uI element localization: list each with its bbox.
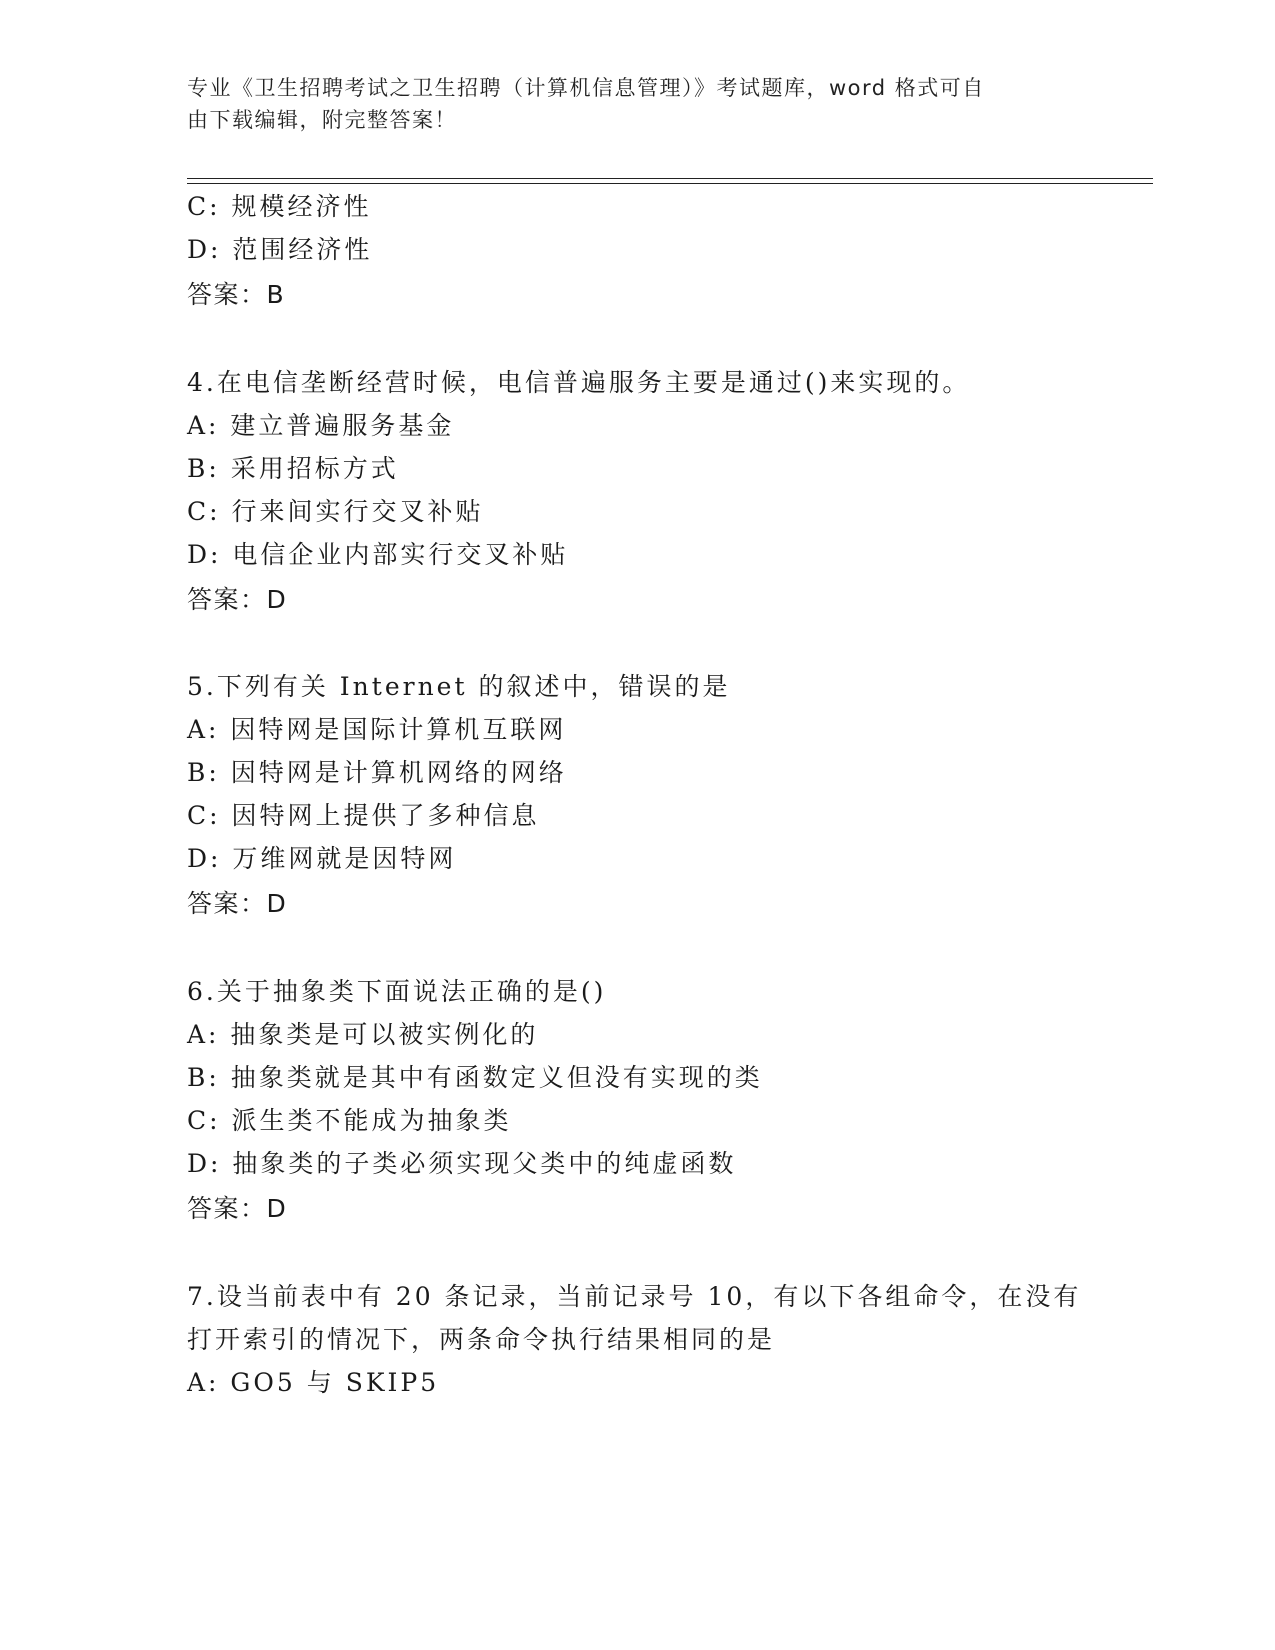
document-header bbox=[187, 72, 1067, 136]
q4-option-a: A: 建立普遍服务基金 bbox=[187, 411, 455, 440]
q4-answer: 答案：D bbox=[187, 585, 288, 614]
q5-option-a: A: 因特网是国际计算机互联网 bbox=[187, 715, 567, 744]
header-divider-bottom bbox=[187, 183, 1153, 184]
q7-stem-line-1: 7.设当前表中有 20 条记录，当前记录号 10，有以下各组命令，在没有 bbox=[187, 1282, 1082, 1311]
q7-stem-line-2: 打开索引的情况下，两条命令执行结果相同的是 bbox=[187, 1325, 776, 1354]
q6-option-a: A: 抽象类是可以被实例化的 bbox=[187, 1020, 539, 1049]
q4-stem: 4.在电信垄断经营时候，电信普遍服务主要是通过()来实现的。 bbox=[187, 368, 971, 397]
header-line-2: 由下载编辑，附完整答案！ bbox=[187, 108, 457, 132]
q4-option-b: B: 采用招标方式 bbox=[187, 454, 399, 483]
q6-option-c: C: 派生类不能成为抽象类 bbox=[187, 1106, 512, 1135]
header-line-1: 专业《卫生招聘考试之卫生招聘（计算机信息管理）》考试题库，word 格式可自 bbox=[187, 76, 985, 100]
q4-option-d: D: 电信企业内部实行交叉补贴 bbox=[187, 540, 569, 569]
q4-option-c: C: 行来间实行交叉补贴 bbox=[187, 497, 484, 526]
q6-stem: 6.关于抽象类下面说法正确的是() bbox=[187, 977, 607, 1006]
q5-option-b: B: 因特网是计算机网络的网络 bbox=[187, 758, 567, 787]
prev-option-d: D: 范围经济性 bbox=[187, 235, 373, 264]
q6-option-d: D: 抽象类的子类必须实现父类中的纯虚函数 bbox=[187, 1149, 737, 1178]
q6-answer: 答案：D bbox=[187, 1194, 288, 1223]
q5-answer: 答案：D bbox=[187, 889, 288, 918]
q6-option-b: B: 抽象类就是其中有函数定义但没有实现的类 bbox=[187, 1063, 763, 1092]
prev-answer: 答案：B bbox=[187, 280, 286, 309]
q5-option-c: C: 因特网上提供了多种信息 bbox=[187, 801, 540, 830]
q5-stem: 5.下列有关 Internet 的叙述中，错误的是 bbox=[187, 672, 731, 701]
q5-option-d: D: 万维网就是因特网 bbox=[187, 844, 457, 873]
header-divider-top bbox=[187, 178, 1153, 179]
q7-option-a: A: GO5 与 SKIP5 bbox=[187, 1368, 440, 1397]
prev-option-c: C: 规模经济性 bbox=[187, 192, 372, 221]
